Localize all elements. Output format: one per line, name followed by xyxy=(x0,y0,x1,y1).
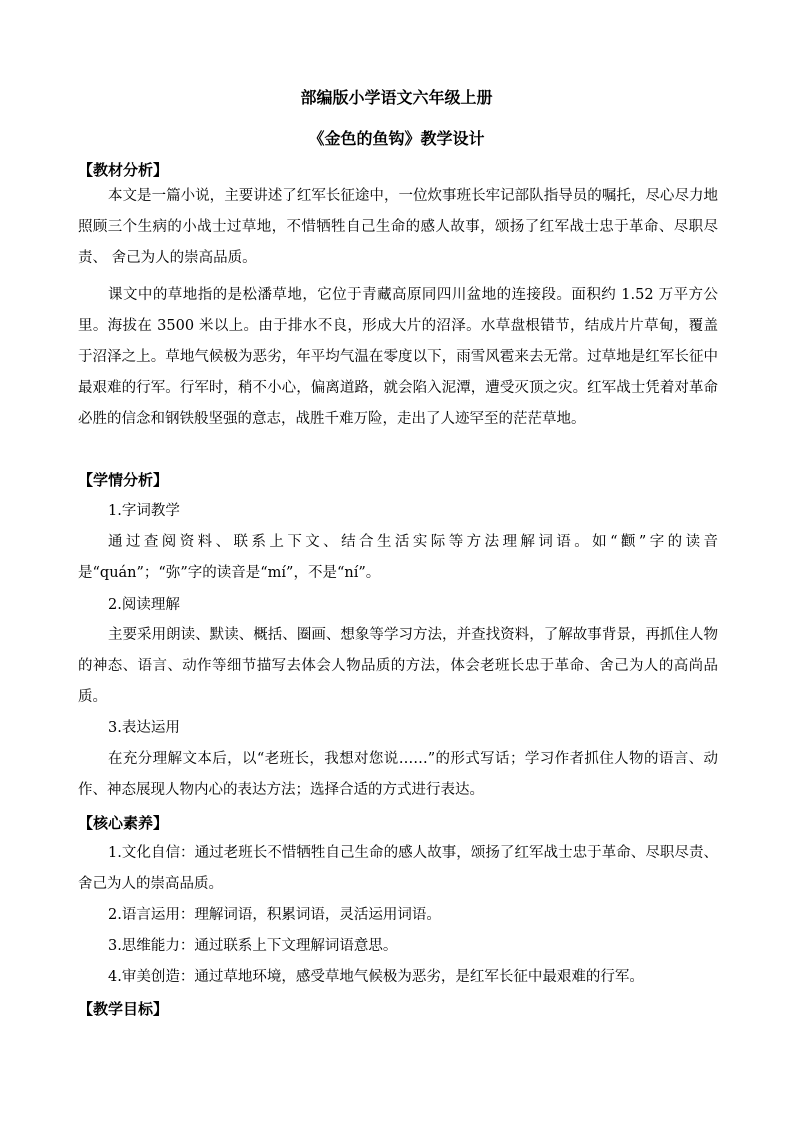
paragraph-textbook-analysis-1: 本文是一篇小说，主要讲述了红军长征途中，一位炊事班长牢记部队指导员的嘱托，尽心尽力地照顾三个生病的小战士过草地，不惜牺牲自己生命的感人故事，颂扬了红军战士忠于革命、尽职尽责、 舍己为人的崇高品质。 xyxy=(78,188,718,266)
paragraph-expression: 在充分理解文本后，以“老班长，我想对您说……”的形式写话；学习作者抓住人物的语言、动作、神态展现人物内心的表达方法；选择合适的方式进行表达。 xyxy=(78,751,718,798)
core-literacy-item-4: 4.审美创造：通过草地环境，感受草地气候极为恶劣，是红军长征中最艰难的行军。 xyxy=(108,969,644,985)
subheading-expression: 3.表达运用 xyxy=(108,720,180,736)
subheading-reading: 2.阅读理解 xyxy=(108,597,180,613)
section-heading-learning-analysis: 【学情分析】 xyxy=(78,471,169,489)
subheading-vocabulary: 1.字词教学 xyxy=(108,503,180,519)
section-heading-teaching-goals: 【教学目标】 xyxy=(78,1000,169,1018)
core-literacy-item-2: 2.语言运用：理解词语，积累词语，灵活运用词语。 xyxy=(108,907,441,923)
document-title: 部编版小学语文六年级上册 xyxy=(300,88,493,107)
core-literacy-item-3: 3.思维能力：通过联系上下文理解词语意思。 xyxy=(108,938,398,954)
paragraph-reading: 主要采用朗读、默读、概括、圈画、想象等学习方法，并查找资料，了解故事背景，再抓住人物的神态、语言、动作等细节描写去体会人物品质的方法，体会老班长忠于革命、舍己为人的高尚品质。 xyxy=(78,627,718,705)
document-subtitle: 《金色的鱼钩》教学设计 xyxy=(308,129,485,148)
core-literacy-item-1: 1.文化自信：通过老班长不惜牺牲自己生命的感人故事，颂扬了红军战士忠于革命、尽职尽责、 舍己为人的崇高品质。 xyxy=(78,845,718,892)
section-heading-textbook-analysis: 【教材分析】 xyxy=(78,161,169,179)
section-heading-core-literacy: 【核心素养】 xyxy=(78,814,169,832)
paragraph-vocabulary: 通过查阅资料、联系上下文、结合生活实际等方法理解词语。如“颧”字的读音是“quán”；“弥”字的读音是“mí”，不是“ní”。 xyxy=(78,534,718,581)
paragraph-textbook-analysis-2: 课文中的草地指的是松潘草地，它位于青藏高原同四川盆地的连接段。面积约 1.52 万平方公里。海拔在 3500 米以上。由于排水不良，形成大片的沼泽。水草盘根错节，结成片片草甸，覆盖于沼泽之上。草地气候极为恶劣，年平均气温在零度以下，雨雪风雹来去无常。过草地是红军长征中最艰难的行军。行军时，稍不小心，偏离道路，就会陷入泥潭，遭受灭顶之灾。红军战士凭着对革命必胜的信念和钢铁般坚强的意志，战胜千难万险，走出了人迹罕至的茫茫草地。 xyxy=(78,287,718,427)
